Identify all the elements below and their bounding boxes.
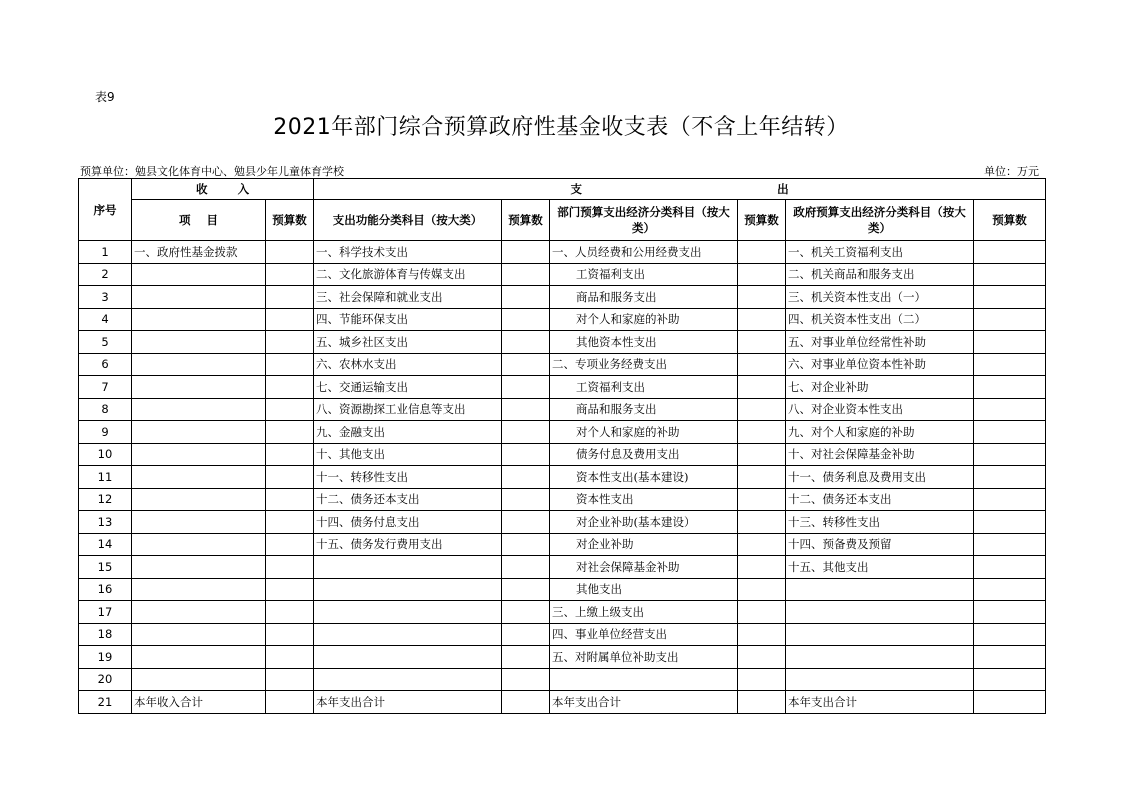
- dept-amount-cell: [738, 578, 786, 601]
- dept-amount-cell: [738, 556, 786, 579]
- seq-cell: 1: [79, 241, 132, 264]
- table-row: [79, 241, 1046, 264]
- income-item-cell: [132, 331, 266, 354]
- func-class-cell: [314, 623, 502, 646]
- dept-econ-cell: 五、对附属单位补助支出: [550, 646, 738, 669]
- income-amount-cell: [266, 398, 314, 421]
- seq-cell: 21: [79, 691, 132, 714]
- func-class-cell: [314, 646, 502, 669]
- income-item-cell: [132, 421, 266, 444]
- gov-econ-cell: 十、对社会保障基金补助: [786, 443, 974, 466]
- dept-econ-cell: 商品和服务支出: [550, 398, 738, 421]
- gov-econ-cell: 十五、其他支出: [786, 556, 974, 579]
- gov-amount-cell: [974, 668, 1046, 691]
- table-row: [79, 398, 1046, 421]
- seq-cell: 19: [79, 646, 132, 669]
- income-amount-cell: [266, 443, 314, 466]
- dept-amount-cell: [738, 353, 786, 376]
- income-item-cell: [132, 443, 266, 466]
- income-amount-cell: [266, 578, 314, 601]
- dept-econ-cell: 其他资本性支出: [550, 331, 738, 354]
- func-amount-cell: [502, 488, 550, 511]
- dept-econ-cell: 其他支出: [550, 578, 738, 601]
- dept-amount-cell: [738, 421, 786, 444]
- table-row: [79, 353, 1046, 376]
- income-amount-cell: [266, 511, 314, 534]
- gov-econ-cell: 四、机关资本性支出（二）: [786, 308, 974, 331]
- dept-econ-cell: 工资福利支出: [550, 376, 738, 399]
- income-amount-cell: [266, 466, 314, 489]
- gov-amount-cell: [974, 466, 1046, 489]
- dept-econ-cell: 二、专项业务经费支出: [550, 353, 738, 376]
- gov-econ-cell: [786, 578, 974, 601]
- income-item-cell: 本年收入合计: [132, 691, 266, 714]
- func-class-cell: 九、金融支出: [314, 421, 502, 444]
- expense-section-header: 支 出: [314, 179, 1046, 200]
- func-amount-cell: [502, 578, 550, 601]
- income-amount-cell: [266, 556, 314, 579]
- func-class-cell: 一、科学技术支出: [314, 241, 502, 264]
- income-amount-cell: [266, 668, 314, 691]
- income-item-cell: [132, 286, 266, 309]
- income-amount-cell: [266, 308, 314, 331]
- gov-amount-cell: [974, 398, 1046, 421]
- func-amount-cell: [502, 511, 550, 534]
- income-amount-cell: [266, 286, 314, 309]
- table-row: [79, 286, 1046, 309]
- income-item-cell: [132, 578, 266, 601]
- table-row: [79, 331, 1046, 354]
- income-item-cell: 一、政府性基金拨款: [132, 241, 266, 264]
- income-item-cell: [132, 308, 266, 331]
- func-amount-cell: [502, 421, 550, 444]
- gov-econ-cell: [786, 646, 974, 669]
- func-amount-cell: [502, 286, 550, 309]
- func-class-cell: 三、社会保障和就业支出: [314, 286, 502, 309]
- gov-amount-cell: [974, 691, 1046, 714]
- income-item-cell: [132, 488, 266, 511]
- seq-cell: 7: [79, 376, 132, 399]
- gov-amount-cell: [974, 263, 1046, 286]
- income-amount-cell: [266, 488, 314, 511]
- table-row: [79, 601, 1046, 624]
- func-amount-cell: [502, 601, 550, 624]
- dept-amount-cell: [738, 466, 786, 489]
- func-amount-cell: [502, 308, 550, 331]
- income-amount-cell: [266, 241, 314, 264]
- func-class-cell: [314, 578, 502, 601]
- func-amount-cell: [502, 263, 550, 286]
- func-class-cell: 十二、债务还本支出: [314, 488, 502, 511]
- seq-cell: 4: [79, 308, 132, 331]
- dept-econ-cell: 对企业补助(基本建设）: [550, 511, 738, 534]
- func-class-cell: 十、其他支出: [314, 443, 502, 466]
- table-row: [79, 578, 1046, 601]
- income-item-cell: [132, 511, 266, 534]
- gov-amount-cell: [974, 578, 1046, 601]
- dept-econ-header: 部门预算支出经济分类科目（按大类）: [550, 200, 738, 241]
- income-item-cell: [132, 466, 266, 489]
- func-amount-cell: [502, 376, 550, 399]
- income-item-cell: [132, 263, 266, 286]
- func-class-cell: 十四、债务付息支出: [314, 511, 502, 534]
- gov-amount-cell: [974, 443, 1046, 466]
- seq-cell: 20: [79, 668, 132, 691]
- income-amount-cell: [266, 601, 314, 624]
- gov-amount-header: 预算数: [974, 200, 1046, 241]
- gov-econ-cell: 十一、债务利息及费用支出: [786, 466, 974, 489]
- table-row: [79, 691, 1046, 714]
- income-amount-cell: [266, 263, 314, 286]
- seq-cell: 12: [79, 488, 132, 511]
- table-row: [79, 466, 1046, 489]
- income-item-cell: [132, 601, 266, 624]
- dept-amount-cell: [738, 376, 786, 399]
- func-class-cell: 二、文化旅游体育与传媒支出: [314, 263, 502, 286]
- func-class-cell: [314, 556, 502, 579]
- dept-econ-cell: 四、事业单位经营支出: [550, 623, 738, 646]
- income-item-cell: [132, 556, 266, 579]
- income-amount-cell: [266, 691, 314, 714]
- table-row: [79, 376, 1046, 399]
- dept-econ-cell: 资本性支出(基本建设): [550, 466, 738, 489]
- budget-table: [78, 178, 1046, 714]
- income-amount-cell: [266, 331, 314, 354]
- func-amount-cell: [502, 398, 550, 421]
- func-class-cell: 六、农林水支出: [314, 353, 502, 376]
- seq-cell: 5: [79, 331, 132, 354]
- dept-econ-cell: 商品和服务支出: [550, 286, 738, 309]
- dept-amount-cell: [738, 488, 786, 511]
- gov-econ-cell: 本年支出合计: [786, 691, 974, 714]
- table-row: [79, 511, 1046, 534]
- gov-amount-cell: [974, 623, 1046, 646]
- gov-econ-cell: 八、对企业资本性支出: [786, 398, 974, 421]
- gov-amount-cell: [974, 353, 1046, 376]
- func-amount-header: 预算数: [502, 200, 550, 241]
- income-amount-cell: [266, 623, 314, 646]
- func-amount-cell: [502, 556, 550, 579]
- table-number: 表9: [95, 90, 115, 104]
- income-item-cell: [132, 353, 266, 376]
- dept-amount-cell: [738, 511, 786, 534]
- seq-cell: 10: [79, 443, 132, 466]
- seq-cell: 16: [79, 578, 132, 601]
- dept-amount-cell: [738, 623, 786, 646]
- gov-amount-cell: [974, 286, 1046, 309]
- func-class-cell: [314, 601, 502, 624]
- income-amount-cell: [266, 533, 314, 556]
- dept-econ-cell: 一、人员经费和公用经费支出: [550, 241, 738, 264]
- gov-econ-cell: 一、机关工资福利支出: [786, 241, 974, 264]
- income-item-cell: [132, 533, 266, 556]
- gov-econ-cell: [786, 623, 974, 646]
- dept-amount-cell: [738, 443, 786, 466]
- dept-econ-cell: 工资福利支出: [550, 263, 738, 286]
- table-row: [79, 421, 1046, 444]
- gov-econ-header: 政府预算支出经济分类科目（按大类）: [786, 200, 974, 241]
- table-row: [79, 556, 1046, 579]
- dept-amount-cell: [738, 331, 786, 354]
- table-row: [79, 646, 1046, 669]
- func-amount-cell: [502, 668, 550, 691]
- seq-cell: 2: [79, 263, 132, 286]
- income-amount-header: 预算数: [266, 200, 314, 241]
- func-class-header: 支出功能分类科目（按大类）: [314, 200, 502, 241]
- table-row: [79, 488, 1046, 511]
- dept-amount-cell: [738, 286, 786, 309]
- seq-cell: 9: [79, 421, 132, 444]
- seq-cell: 17: [79, 601, 132, 624]
- gov-econ-cell: 七、对企业补助: [786, 376, 974, 399]
- gov-econ-cell: 二、机关商品和服务支出: [786, 263, 974, 286]
- func-class-cell: 十五、债务发行费用支出: [314, 533, 502, 556]
- income-section-header: 收 入: [132, 179, 314, 200]
- seq-cell: 6: [79, 353, 132, 376]
- seq-cell: 11: [79, 466, 132, 489]
- func-amount-cell: [502, 646, 550, 669]
- gov-econ-cell: 六、对事业单位资本性补助: [786, 353, 974, 376]
- seq-cell: 14: [79, 533, 132, 556]
- gov-amount-cell: [974, 331, 1046, 354]
- gov-amount-cell: [974, 646, 1046, 669]
- table-row: [79, 668, 1046, 691]
- income-item-cell: [132, 668, 266, 691]
- income-item-cell: [132, 623, 266, 646]
- dept-econ-cell: 本年支出合计: [550, 691, 738, 714]
- table-row: [79, 263, 1046, 286]
- income-amount-cell: [266, 353, 314, 376]
- gov-amount-cell: [974, 421, 1046, 444]
- gov-amount-cell: [974, 376, 1046, 399]
- dept-econ-cell: 对社会保障基金补助: [550, 556, 738, 579]
- dept-amount-cell: [738, 241, 786, 264]
- currency-unit-label: 单位：万元: [984, 165, 1039, 178]
- func-class-cell: 七、交通运输支出: [314, 376, 502, 399]
- gov-amount-cell: [974, 241, 1046, 264]
- gov-econ-cell: 十四、预备费及预留: [786, 533, 974, 556]
- income-item-cell: [132, 376, 266, 399]
- dept-econ-cell: 债务付息及费用支出: [550, 443, 738, 466]
- func-class-cell: 本年支出合计: [314, 691, 502, 714]
- gov-amount-cell: [974, 601, 1046, 624]
- gov-amount-cell: [974, 556, 1046, 579]
- dept-amount-header: 预算数: [738, 200, 786, 241]
- gov-econ-cell: 三、机关资本性支出（一）: [786, 286, 974, 309]
- func-amount-cell: [502, 623, 550, 646]
- gov-amount-cell: [974, 533, 1046, 556]
- seq-header: 序号: [79, 179, 132, 241]
- budget-unit-label: 预算单位：勉县文化体育中心、勉县少年儿童体育学校: [80, 165, 344, 178]
- dept-amount-cell: [738, 263, 786, 286]
- gov-econ-cell: 九、对个人和家庭的补助: [786, 421, 974, 444]
- dept-amount-cell: [738, 668, 786, 691]
- table-row: [79, 533, 1046, 556]
- dept-econ-cell: 资本性支出: [550, 488, 738, 511]
- dept-econ-cell: [550, 668, 738, 691]
- dept-econ-cell: 对企业补助: [550, 533, 738, 556]
- dept-amount-cell: [738, 308, 786, 331]
- table-row: [79, 443, 1046, 466]
- func-amount-cell: [502, 443, 550, 466]
- table-row: [79, 623, 1046, 646]
- func-amount-cell: [502, 331, 550, 354]
- income-amount-cell: [266, 376, 314, 399]
- dept-amount-cell: [738, 398, 786, 421]
- table-row: [79, 308, 1046, 331]
- income-amount-cell: [266, 646, 314, 669]
- dept-amount-cell: [738, 601, 786, 624]
- dept-amount-cell: [738, 646, 786, 669]
- seq-cell: 18: [79, 623, 132, 646]
- func-class-cell: 十一、转移性支出: [314, 466, 502, 489]
- seq-cell: 15: [79, 556, 132, 579]
- seq-cell: 13: [79, 511, 132, 534]
- income-amount-cell: [266, 421, 314, 444]
- dept-amount-cell: [738, 691, 786, 714]
- income-item-cell: [132, 646, 266, 669]
- dept-econ-cell: 三、上缴上级支出: [550, 601, 738, 624]
- func-class-cell: 八、资源勘探工业信息等支出: [314, 398, 502, 421]
- gov-amount-cell: [974, 488, 1046, 511]
- func-amount-cell: [502, 533, 550, 556]
- func-amount-cell: [502, 466, 550, 489]
- income-item-header: 项 目: [132, 200, 266, 241]
- func-amount-cell: [502, 691, 550, 714]
- gov-amount-cell: [974, 308, 1046, 331]
- func-class-cell: [314, 668, 502, 691]
- gov-econ-cell: [786, 601, 974, 624]
- gov-econ-cell: [786, 668, 974, 691]
- gov-econ-cell: 五、对事业单位经常性补助: [786, 331, 974, 354]
- func-amount-cell: [502, 353, 550, 376]
- gov-amount-cell: [974, 511, 1046, 534]
- dept-amount-cell: [738, 533, 786, 556]
- func-class-cell: 五、城乡社区支出: [314, 331, 502, 354]
- income-item-cell: [132, 398, 266, 421]
- func-class-cell: 四、节能环保支出: [314, 308, 502, 331]
- page-title: 2021年部门综合预算政府性基金收支表（不含上年结转）: [273, 115, 849, 140]
- gov-econ-cell: 十二、债务还本支出: [786, 488, 974, 511]
- seq-cell: 3: [79, 286, 132, 309]
- func-amount-cell: [502, 241, 550, 264]
- dept-econ-cell: 对个人和家庭的补助: [550, 421, 738, 444]
- gov-econ-cell: 十三、转移性支出: [786, 511, 974, 534]
- dept-econ-cell: 对个人和家庭的补助: [550, 308, 738, 331]
- seq-cell: 8: [79, 398, 132, 421]
